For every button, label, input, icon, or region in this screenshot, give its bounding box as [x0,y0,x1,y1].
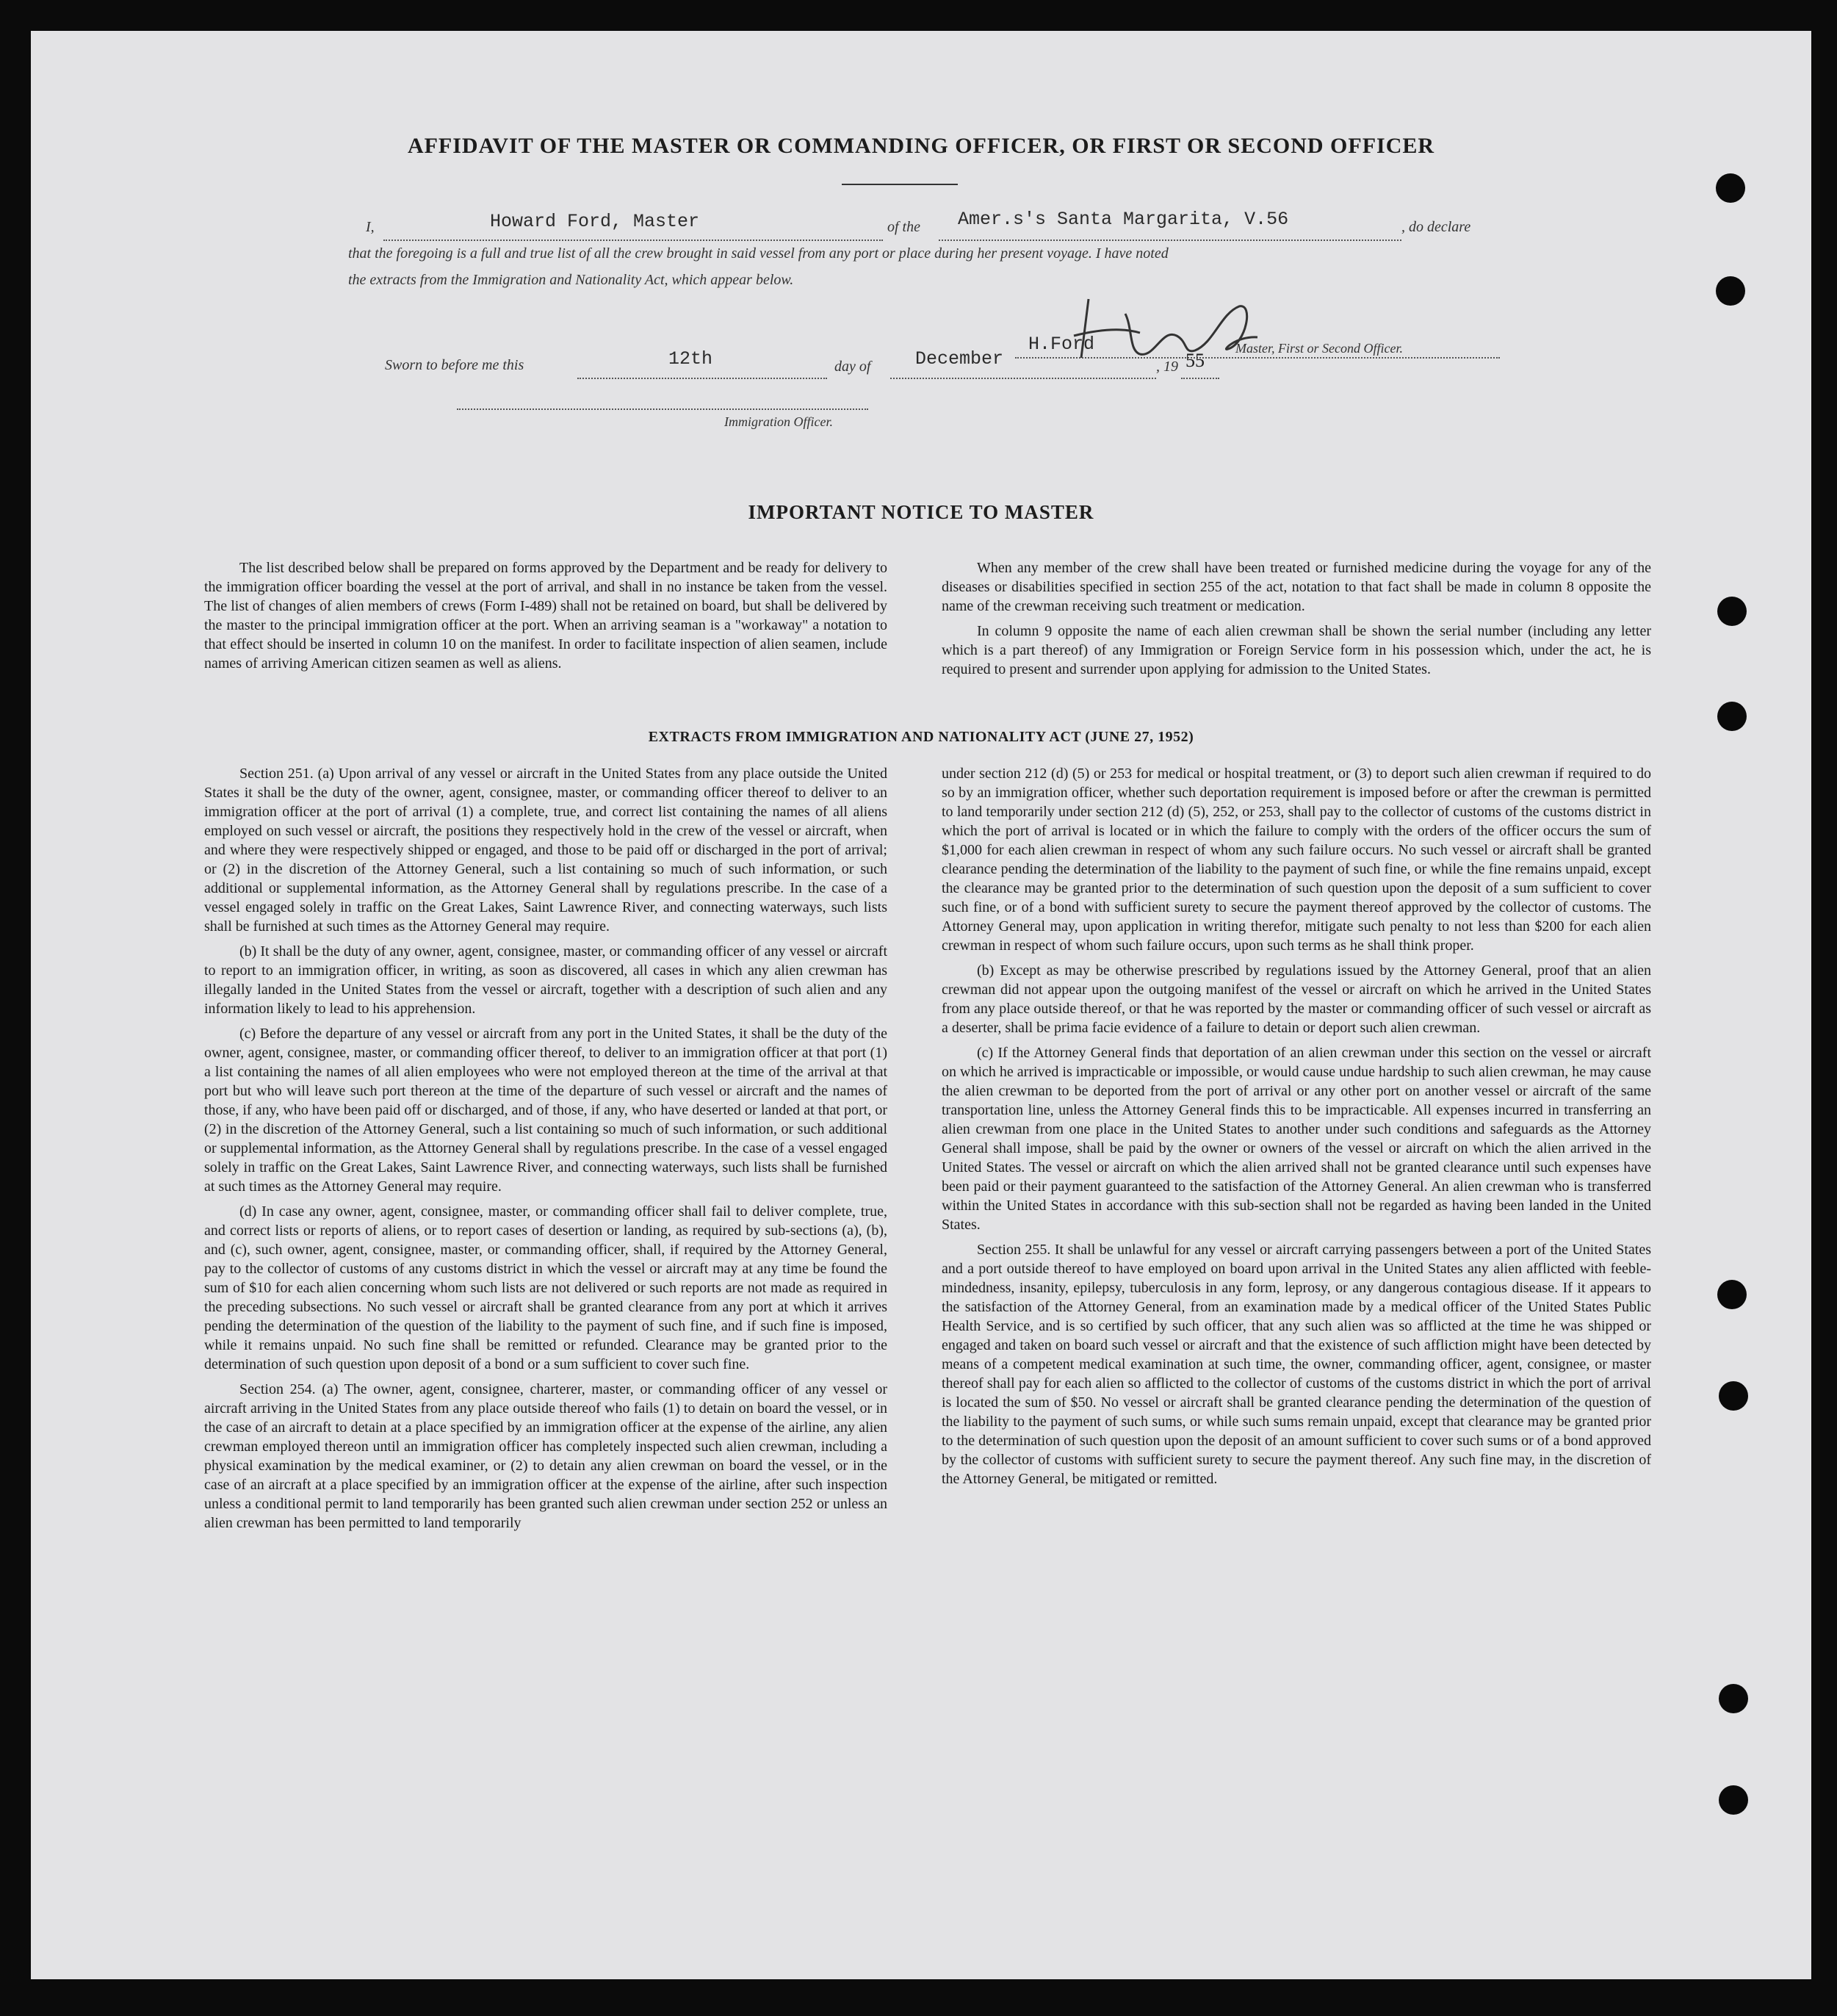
section-paragraph: (b) It shall be the duty of any owner, agent, consignee, master, or commanding officer of any vessel or aircraft to report to an immigration officer, in writing, as soon as discovered, all cases in which any alien crewman has illegally landed in the United States from the vessel or aircraft, together with a description of such alien and any information likely to lead to his apprehension. [204,943,887,1017]
sworn-day: 12th [668,348,713,370]
day-of-label: day of [834,359,871,375]
extracts-right-column [942,764,1651,1494]
affidavit-title: AFFIDAVIT OF THE MASTER OR COMMANDING OFFICER, OR FIRST OR SECOND OFFICER [407,134,1435,158]
section-paragraph: (c) If the Attorney General finds that deportation of an alien crewman under this section on the vessel or aircraft on which he arrived is impracticable or impossible, or would cause undue hardship to such alien crewman, he may cause the alien crewman to be deported from the port of arrival or any other port on another vessel or aircraft of the same transportation line, unless the Attorney General finds this to be impracticable. All expenses incurred in transferring an alien crewman from one place in the United States to another under such conditions and safeguards as the Attorney General shall impose, shall be paid by the owner or owners of the vessel or aircraft on which the alien arrived in the United States. The vessel or aircraft on which the alien arrived shall not be granted clearance until such expenses have been paid or their payment guaranteed to the satisfaction of the Attorney General. An alien crewman who is transferred within the United States in accordance with this sub-section shall not be regarded as having been landed in the United States. [942,1045,1651,1233]
year-prefix: , 19 [1156,359,1178,375]
declaration-line-2: the extracts from the Immigration and Nationality Act, which appear below. [348,272,794,288]
punch-hole [1716,276,1745,306]
declarant-prefix: I, [366,219,375,235]
immigration-officer-label: Immigration Officer. [724,414,833,429]
vessel-line [939,229,1401,241]
notice-paragraph: The list described below shall be prepared on forms approved by the Department and be ready for delivery to the immigration officer boarding the vessel at the port of arrival, and shall in no instance be taken from the vessel. The list of changes of alien members of crews (Form I-489) shall not be retained on board, but shall be delivered by the master to the principal immigration officer at the port. When an arriving seaman is a "workaway" a notation to that effect should be inserted in column 10 on the manifest. In order to facilitate inspection of alien seamen, include names of arriving American citizen seamen as well as aliens. [204,560,887,672]
document-page [31,31,1811,1979]
punch-hole [1719,1785,1748,1815]
typed-signature: H.Ford [1028,334,1095,355]
sworn-month: December [915,348,1004,370]
section-paragraph: under section 212 (d) (5) or 253 for medical or hospital treatment, or (3) to deport such alien crewman if required to do so by an immigration officer, whether such deportation requirement is imposed before or after the crewman is permitted to land temporarily under section 212 (d) (5), 252, or 253, shall pay to the collector of customs of the customs district in which the port of arrival is located or in which the failure to comply with the orders of the officer occurs the sum of $1,000 for each alien crewman in respect of whom any such failure occurs. No such vessel or aircraft shall be granted clearance pending the determination of the liability to the payment of such fine, or while the fine remains unpaid, except the clearance may be granted prior to the determination of such question upon the deposit of a sum sufficient to cover such fine, or of a bond with sufficient surety to secure the payment thereof approved by the collector of customs. The Attorney General may, upon application in writing therefor, mitigate such penalty to not less than $200 for each alien crewman in respect of whom such failure occurs, upon such terms as he shall think proper. [942,766,1651,954]
notice-left-column [204,558,887,679]
sworn-label: Sworn to before me this [385,357,524,373]
notice-paragraph: In column 9 opposite the name of each alien crewman shall be shown the serial number (including any letter which is a part thereof) of any Immigration or Foreign Service form in his possession which, under the act, he is required to present and surrender upon applying for admission to the United States. [942,623,1651,677]
year-suffix: 55 [1185,350,1205,371]
declaration-line-1: that the foregoing is a full and true list of all the crew brought in said vessel from any port or place during her present voyage. I have noted [348,245,1169,262]
extracts-title: EXTRACTS FROM IMMIGRATION AND NATIONALITY ACT (JUNE 27, 1952) [648,729,1194,745]
punch-hole [1719,1684,1748,1713]
extracts-left-column [204,764,887,1538]
section-paragraph: (b) Except as may be otherwise prescribed by regulations issued by the Attorney General, proof that an alien crewman did not appear upon the outgoing manifest of the vessel or aircraft on which he arrived in the United States from any place outside thereof, or that he was reported by the master or commanding officer of such vessel or aircraft as a deserter, shall be prima facie evidence of a failure to detain or deport such alien crewman. [942,962,1651,1036]
punch-hole [1719,1381,1748,1411]
master-label: Master, First or Second Officer. [1235,341,1403,356]
punch-hole [1717,702,1747,731]
notice-title: IMPORTANT NOTICE TO MASTER [748,501,1094,523]
section-paragraph: Section 254. (a) The owner, agent, consignee, charterer, master, or commanding officer of any vessel or aircraft arriving in the United States from any place outside thereof who fails (1) to detain on board the vessel, or in the case of an aircraft to detain at a place specified by an immigration officer at the expense of the airline, any alien crewman employed thereon until an immigration officer has completely inspected such alien crewman, including a physical examination by the medical examiner, or (2) to detain any alien crewman on board the vessel, or in the case of an aircraft at a place specified by an immigration officer at the expense of the airline, after such inspection unless a conditional permit to land temporarily has been granted such alien crewman under section 252 or unless an alien crewman has been permitted to land temporarily [204,1381,887,1531]
title-divider [842,184,958,185]
punch-hole [1717,1280,1747,1309]
punch-hole [1717,597,1747,626]
declarant-name: Howard Ford, Master [490,211,700,232]
section-paragraph: (c) Before the departure of any vessel or aircraft from any port in the United States, it shall be the duty of the owner, agent, consignee, master, or commanding officer thereof, to deliver to an immigration officer at that port (1) a list containing the names of all alien employees who were not employed thereon at the time of the arrival at that port but who will leave such port thereon at the time of the departure of such vessel or aircraft and the names of those, if any, who have been paid off or discharged, and of those, if any, who have deserted or landed at that port, or (2) in the discretion of the Attorney General, such a list containing so much of such information, or such additional or supplemental information, as the Attorney General shall by regulations prescribe. In the case of a vessel engaged solely in traffic on the Great Lakes, Saint Lawrence River, and connecting waterways, such lists shall be furnished at such times as the Attorney General may require. [204,1026,887,1195]
notice-right-column [942,558,1651,685]
punch-hole [1716,173,1745,203]
of-the-label: of the [887,219,920,235]
notice-paragraph: When any member of the crew shall have been treated or furnished medicine during the voyage for any of the diseases or disabilities specified in section 255 of the act, notation to that fact shall be made in column 8 opposite the name of the crewman receiving such treatment or medication. [942,560,1651,614]
section-paragraph: Section 255. It shall be unlawful for any vessel or aircraft carrying passengers between a port of the United States and a port outside thereof to have employed on board upon arrival in the United States any alien afflicted with feeble-mindedness, insanity, epilepsy, tuberculosis in any form, leprosy, or any dangerous contagious disease. If it appears to the satisfaction of the Attorney General, from an examination made by a medical officer of the United States Public Health Service, and is so certified by such officer, that any such alien was so afflicted at the time he was shipped or engaged and taken on board such vessel or aircraft and that the existence of such affliction might have been detected by means of a competent medical examination at such time, the owner, commanding officer, agent, consignee, or master thereof shall pay for each alien so afflicted to the collector of customs of the customs district in which the port of arrival is located the sum of $50. No vessel or aircraft shall be granted clearance pending the determination of the question of the liability to the payment of such sums, or while such sums remain unpaid, except that clearance may be granted prior to the determination of such question upon the deposit of an amount sufficient to cover such sums or of a bond approved by the collector of customs with sufficient surety to secure the payment thereof. Any such fine may, in the discretion of the Attorney General, be mitigated or remitted. [942,1242,1651,1487]
section-paragraph: Section 251. (a) Upon arrival of any vessel or aircraft in the United States from any place outside the United States it shall be the duty of the owner, agent, consignee, master, or commanding officer thereof to deliver to an immigration officer at the port of arrival (1) a complete, true, and correct list containing the names of all aliens employed on such vessel or aircraft, the positions they respectively hold in the crew of the vessel or aircraft, when and where they were respectively shipped or engaged, and those to be paid off or discharged in the port of arrival; or (2) in the discretion of the Attorney General, such a list containing so much of such information, or such additional or supplemental information, as the Attorney General shall by regulations prescribe. In the case of a vessel engaged solely in traffic on the Great Lakes, Saint Lawrence River, and connecting waterways, such lists shall be furnished at such times as the Attorney General may require. [204,766,887,935]
do-declare-label: , do declare [1401,219,1471,235]
section-paragraph: (d) In case any owner, agent, consignee, master, or commanding officer shall fail to deliver complete, true, and correct lists or reports of aliens, or to report cases of desertion or landing, as required by sub-sections (a), (b), and (c), such owner, agent, consignee, master, or commanding officer, shall, if required by the Attorney General, pay to the collector of customs of any customs district in which the vessel or aircraft may at any time be found the sum of $10 for each alien concerning whom such lists are not delivered or such reports are not made as required in the preceding subsections. No such vessel or aircraft shall be granted clearance from any port at which it arrives pending the determination of the question of the liability to the payment of such fine, and if such fine is imposed, while it remains unpaid. No such fine shall be remitted or refunded. Clearance may be granted prior to the determination of such question upon deposit of a bond or a sum sufficient to cover such fine. [204,1203,887,1372]
officer-line [457,400,868,410]
vessel-name: Amer.s's Santa Margarita, V.56 [958,209,1289,230]
